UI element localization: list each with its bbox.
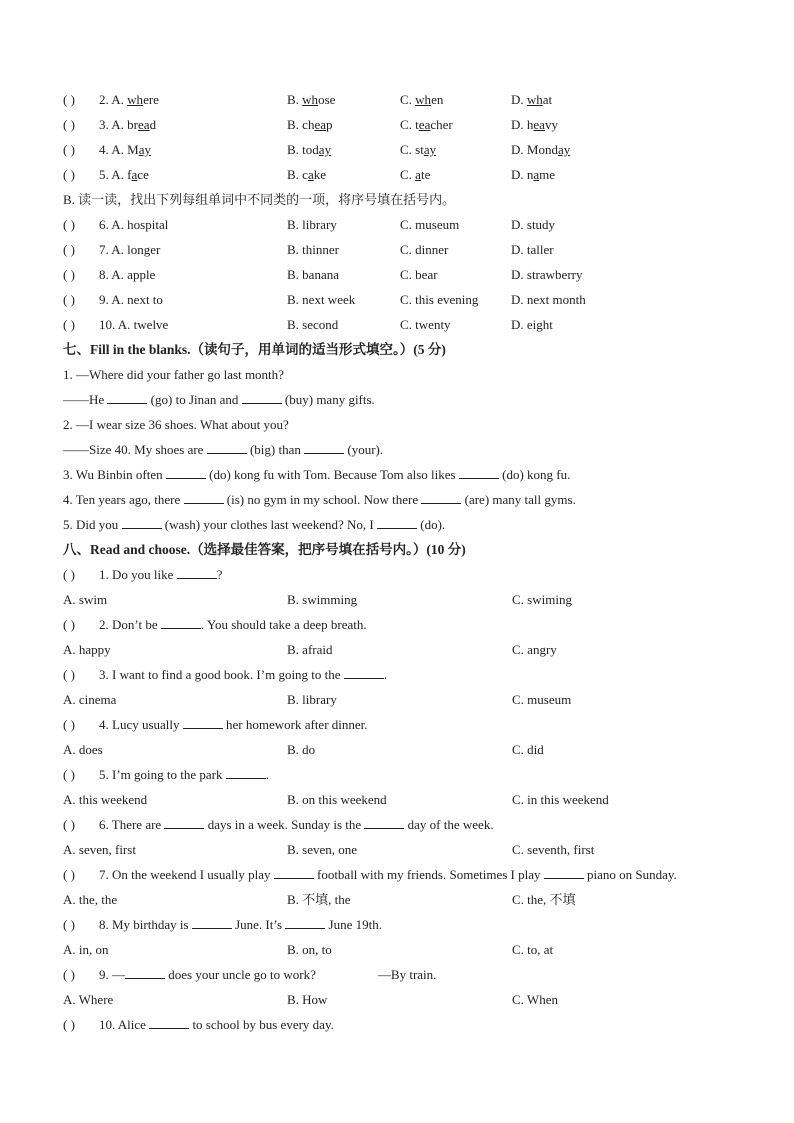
answer-blank[interactable] bbox=[285, 914, 325, 929]
option-text: C. angry bbox=[512, 642, 557, 657]
option-a bbox=[99, 214, 168, 236]
option-b bbox=[287, 639, 332, 661]
option-d bbox=[511, 139, 570, 161]
option-label: B. bbox=[287, 117, 303, 132]
word-part: ke bbox=[313, 167, 327, 182]
answer-blank[interactable] bbox=[364, 814, 404, 829]
word-part: M bbox=[127, 142, 139, 157]
answer-parentheses[interactable]: ( ) bbox=[63, 917, 75, 932]
option-text: B. 不填, the bbox=[287, 892, 351, 907]
question-text: days in a week. Sunday is the bbox=[204, 817, 365, 832]
option-text: D. taller bbox=[511, 242, 554, 257]
answer-parentheses[interactable]: ( ) bbox=[63, 617, 75, 632]
sentence-text: (is) no gym in my school. Now there bbox=[223, 492, 422, 507]
option-b bbox=[287, 139, 331, 161]
underlined-letters: ea bbox=[138, 117, 150, 132]
option-a bbox=[63, 889, 117, 911]
underlined-letters: a bbox=[307, 167, 314, 182]
question-text: . You should take a deep breath. bbox=[200, 617, 367, 632]
option-text: B. on this weekend bbox=[287, 792, 387, 807]
fill-line bbox=[63, 464, 570, 486]
option-a bbox=[63, 839, 136, 861]
answer-blank[interactable] bbox=[377, 514, 417, 529]
fill-line bbox=[63, 514, 445, 536]
answer-blank[interactable] bbox=[304, 439, 344, 454]
fill-line bbox=[63, 414, 289, 436]
word-part: Mond bbox=[526, 142, 558, 157]
question-text: 6. There are bbox=[99, 817, 165, 832]
option-text: A. cinema bbox=[63, 692, 117, 707]
option-b bbox=[287, 314, 338, 336]
fill-line bbox=[63, 364, 284, 386]
sentence-text: 1. —Where did your father go last month? bbox=[63, 367, 284, 382]
option-label: D. bbox=[511, 167, 527, 182]
option-c bbox=[512, 889, 576, 911]
option-d bbox=[511, 164, 555, 186]
question-row bbox=[63, 764, 269, 786]
question-text: 3. I want to find a good book. I’m going to the bbox=[99, 667, 344, 682]
word-part: te bbox=[420, 167, 431, 182]
answer-parentheses[interactable]: ( ) bbox=[63, 667, 75, 682]
word-part: t bbox=[415, 117, 419, 132]
answer-blank[interactable] bbox=[164, 814, 204, 829]
option-text: B. swimming bbox=[287, 592, 358, 607]
question-row bbox=[63, 89, 553, 111]
option-label: C. bbox=[400, 117, 416, 132]
option-label: 2. A. bbox=[99, 92, 128, 107]
option-b bbox=[287, 939, 332, 961]
word-part: at bbox=[542, 92, 553, 107]
option-b bbox=[287, 114, 333, 136]
underlined-letters: ay bbox=[557, 142, 571, 157]
underlined-letters: wh bbox=[127, 92, 144, 107]
answer-blank[interactable] bbox=[226, 764, 266, 779]
option-label: 3. A. bbox=[99, 117, 128, 132]
option-c bbox=[400, 289, 478, 311]
question-text: . bbox=[265, 767, 269, 782]
option-a bbox=[63, 989, 113, 1011]
option-text: B. do bbox=[287, 742, 316, 757]
option-c bbox=[400, 164, 430, 186]
question-text: her homework after dinner. bbox=[222, 717, 368, 732]
word-part: br bbox=[127, 117, 139, 132]
option-text: C. the, 不填 bbox=[512, 892, 576, 907]
option-text: 10. A. twelve bbox=[99, 317, 169, 332]
option-text: B. on, to bbox=[287, 942, 332, 957]
option-a bbox=[99, 164, 149, 186]
option-text: 6. A. hospital bbox=[99, 217, 169, 232]
option-a bbox=[63, 789, 147, 811]
section-heading bbox=[63, 539, 466, 561]
option-c bbox=[400, 314, 451, 336]
option-text: B. afraid bbox=[287, 642, 333, 657]
answer-blank[interactable] bbox=[344, 664, 384, 679]
option-text: B. banana bbox=[287, 267, 339, 282]
question-text: piano on Sunday. bbox=[583, 867, 677, 882]
option-text: 9. A. next to bbox=[99, 292, 163, 307]
answer-parentheses[interactable]: ( ) bbox=[63, 567, 75, 582]
fill-line bbox=[63, 489, 576, 511]
section-instruction bbox=[63, 189, 455, 211]
question-row bbox=[63, 289, 586, 311]
option-text: C. twenty bbox=[400, 317, 451, 332]
option-text: B. How bbox=[287, 992, 328, 1007]
option-d bbox=[511, 314, 553, 336]
underlined-letters: a bbox=[415, 167, 421, 182]
sentence-text: (go) to Jinan and bbox=[147, 392, 242, 407]
option-text: 7. A. longer bbox=[99, 242, 161, 257]
option-text: B. seven, one bbox=[287, 842, 358, 857]
option-text: C. museum bbox=[512, 692, 572, 707]
option-c bbox=[400, 264, 438, 286]
word-part: me bbox=[539, 167, 556, 182]
sentence-text: ——He bbox=[63, 392, 108, 407]
underlined-letters: a bbox=[131, 167, 138, 182]
option-c bbox=[400, 89, 443, 111]
option-text: D. eight bbox=[511, 317, 553, 332]
question-row bbox=[63, 164, 556, 186]
sentence-text: 4. Ten years ago, there bbox=[63, 492, 184, 507]
option-c bbox=[512, 739, 544, 761]
option-a bbox=[99, 264, 155, 286]
option-text: A. Where bbox=[63, 992, 114, 1007]
option-b bbox=[287, 214, 337, 236]
answer-blank[interactable] bbox=[207, 439, 247, 454]
option-a bbox=[99, 139, 151, 161]
option-a bbox=[63, 589, 107, 611]
option-c bbox=[400, 114, 453, 136]
option-text: C. in this weekend bbox=[512, 792, 609, 807]
option-b bbox=[287, 689, 337, 711]
question-text: football with my friends. Sometimes I play bbox=[313, 867, 544, 882]
option-text: D. strawberry bbox=[511, 267, 583, 282]
heading-text: 七、Fill in the blanks.（读句子，用单词的适当形式填空。）(5 分) bbox=[63, 342, 446, 357]
option-c bbox=[512, 839, 594, 861]
option-label: 5. A. bbox=[99, 167, 128, 182]
option-text: A. in, on bbox=[63, 942, 109, 957]
sentence-text: (wash) your clothes last weekend? No, I bbox=[161, 517, 378, 532]
option-c bbox=[512, 939, 553, 961]
answer-blank[interactable] bbox=[125, 964, 165, 979]
option-b bbox=[287, 289, 355, 311]
option-text: A. swim bbox=[63, 592, 108, 607]
heading-text: 八、Read and choose.（选择最佳答案，把序号填在括号内。）(10 分) bbox=[63, 542, 466, 557]
option-c bbox=[512, 989, 558, 1011]
option-text: D. study bbox=[511, 217, 556, 232]
question-text: 8. My birthday is bbox=[99, 917, 192, 932]
option-text: A. this weekend bbox=[63, 792, 148, 807]
answer-parentheses[interactable]: ( ) bbox=[63, 142, 75, 157]
underlined-letters: ea bbox=[314, 117, 326, 132]
question-text: 5. I’m going to the park bbox=[99, 767, 226, 782]
question-text: does your uncle go to work? bbox=[165, 967, 316, 982]
question-text: . bbox=[383, 667, 388, 682]
question-row bbox=[63, 314, 553, 336]
answer-blank[interactable] bbox=[459, 464, 499, 479]
option-a bbox=[63, 739, 103, 761]
answer-parentheses[interactable]: ( ) bbox=[63, 867, 75, 882]
sentence-text: 3. Wu Binbin often bbox=[63, 467, 166, 482]
option-text: B. thinner bbox=[287, 242, 339, 257]
question-row bbox=[63, 264, 583, 286]
option-b bbox=[287, 589, 357, 611]
question-row bbox=[63, 214, 556, 236]
answer-blank[interactable] bbox=[421, 489, 461, 504]
question-text: 1. Do you like bbox=[99, 567, 177, 582]
question-row bbox=[63, 1014, 334, 1036]
option-c bbox=[400, 214, 459, 236]
question-row bbox=[63, 714, 368, 736]
word-part: f bbox=[127, 167, 132, 182]
answer-blank[interactable] bbox=[192, 914, 232, 929]
word-part: st bbox=[415, 142, 424, 157]
word-part: p bbox=[326, 117, 333, 132]
answer-blank[interactable] bbox=[177, 564, 217, 579]
sentence-text: 5. Did you bbox=[63, 517, 122, 532]
answer-blank[interactable] bbox=[183, 714, 223, 729]
option-text: B. library bbox=[287, 217, 337, 232]
option-d bbox=[511, 289, 586, 311]
question-row bbox=[63, 864, 677, 886]
section-heading bbox=[63, 339, 446, 361]
word-part: ch bbox=[302, 117, 315, 132]
option-text: B. second bbox=[287, 317, 339, 332]
option-b bbox=[287, 239, 339, 261]
option-d bbox=[511, 214, 555, 236]
option-a bbox=[63, 689, 116, 711]
option-text: A. happy bbox=[63, 642, 111, 657]
sentence-text: (do) kong fu with Tom. Because Tom also likes bbox=[205, 467, 459, 482]
question-text: June 19th. bbox=[325, 917, 382, 932]
sentence-text: (big) than bbox=[246, 442, 305, 457]
option-c bbox=[512, 689, 571, 711]
option-b bbox=[287, 989, 327, 1011]
answer-parentheses[interactable]: ( ) bbox=[63, 242, 75, 257]
option-a bbox=[63, 939, 109, 961]
question-row bbox=[63, 964, 436, 986]
option-label: C. bbox=[400, 142, 416, 157]
underlined-letters: ay bbox=[423, 142, 437, 157]
word-part: c bbox=[302, 167, 308, 182]
option-text: C. seventh, first bbox=[512, 842, 595, 857]
option-label: B. bbox=[287, 167, 303, 182]
option-b bbox=[287, 164, 326, 186]
option-text: A. does bbox=[63, 742, 103, 757]
question-row bbox=[63, 614, 367, 636]
instruction-text: B. 读一读，找出下列每组单词中不同类的一项，将序号填在括号内。 bbox=[63, 192, 456, 207]
sentence-text: (your). bbox=[344, 442, 384, 457]
question-text: 4. Lucy usually bbox=[99, 717, 183, 732]
option-d bbox=[511, 264, 582, 286]
question-row bbox=[63, 114, 558, 136]
sentence-text: (are) many tall gyms. bbox=[461, 492, 576, 507]
word-part: d bbox=[149, 117, 157, 132]
question-row bbox=[63, 814, 494, 836]
word-part: en bbox=[431, 92, 444, 107]
option-c bbox=[400, 139, 436, 161]
option-b bbox=[287, 264, 339, 286]
underlined-letters: wh bbox=[415, 92, 432, 107]
question-text: 9. — bbox=[99, 967, 125, 982]
question-text: June. It’s bbox=[231, 917, 286, 932]
option-label: D. bbox=[511, 142, 527, 157]
answer-parentheses[interactable]: ( ) bbox=[63, 267, 75, 282]
underlined-letters: ea bbox=[533, 117, 545, 132]
option-b bbox=[287, 89, 335, 111]
answer-blank[interactable] bbox=[149, 1014, 189, 1029]
answer-parentheses[interactable]: ( ) bbox=[63, 217, 75, 232]
underlined-letters: wh bbox=[302, 92, 319, 107]
answer-blank[interactable] bbox=[107, 389, 147, 404]
option-a bbox=[99, 89, 159, 111]
option-d bbox=[511, 114, 558, 136]
option-label: B. bbox=[287, 92, 303, 107]
option-a bbox=[99, 239, 160, 261]
option-label: 4. A. bbox=[99, 142, 128, 157]
option-a bbox=[99, 289, 163, 311]
sentence-text: 2. —I wear size 36 shoes. What about you? bbox=[63, 417, 289, 432]
question-text: —By train. bbox=[377, 967, 437, 982]
word-part: tod bbox=[302, 142, 319, 157]
option-text: C. dinner bbox=[400, 242, 449, 257]
option-c bbox=[400, 239, 448, 261]
question-row bbox=[63, 239, 554, 261]
option-b bbox=[287, 739, 315, 761]
option-text: C. swiming bbox=[512, 592, 572, 607]
sentence-text: ——Size 40. My shoes are bbox=[63, 442, 207, 457]
option-text: B. library bbox=[287, 692, 337, 707]
word-part: ere bbox=[143, 92, 159, 107]
option-text: C. to, at bbox=[512, 942, 554, 957]
answer-parentheses[interactable]: ( ) bbox=[63, 117, 75, 132]
option-text: A. seven, first bbox=[63, 842, 136, 857]
option-b bbox=[287, 889, 351, 911]
sentence-text: (do) kong fu. bbox=[498, 467, 571, 482]
option-label: B. bbox=[287, 142, 303, 157]
option-label: D. bbox=[511, 117, 527, 132]
option-a bbox=[99, 314, 168, 336]
word-part: vy bbox=[544, 117, 558, 132]
option-text: C. this evening bbox=[400, 292, 479, 307]
answer-parentheses[interactable]: ( ) bbox=[63, 317, 75, 332]
underlined-letters: a bbox=[533, 167, 540, 182]
answer-blank[interactable] bbox=[122, 514, 162, 529]
answer-parentheses[interactable]: ( ) bbox=[63, 167, 75, 182]
option-text: 8. A. apple bbox=[99, 267, 156, 282]
fill-line bbox=[63, 389, 375, 411]
word-part: ose bbox=[318, 92, 336, 107]
question-text: ? bbox=[216, 567, 223, 582]
option-text: D. next month bbox=[511, 292, 586, 307]
answer-blank[interactable] bbox=[184, 489, 224, 504]
sentence-text: (do). bbox=[417, 517, 446, 532]
option-text: C. did bbox=[512, 742, 544, 757]
option-d bbox=[511, 239, 554, 261]
option-text: C. museum bbox=[400, 217, 460, 232]
option-text: A. the, the bbox=[63, 892, 118, 907]
word-part: h bbox=[526, 117, 534, 132]
underlined-letters: ay bbox=[138, 142, 152, 157]
answer-blank[interactable] bbox=[161, 614, 201, 629]
option-c bbox=[512, 589, 572, 611]
answer-blank[interactable] bbox=[544, 864, 584, 879]
option-label: C. bbox=[400, 92, 416, 107]
option-text: C. When bbox=[512, 992, 558, 1007]
question-row bbox=[63, 914, 382, 936]
question-row bbox=[63, 139, 571, 161]
question-text: 10. Alice bbox=[99, 1017, 150, 1032]
option-d bbox=[511, 89, 552, 111]
question-text: day of the week. bbox=[404, 817, 494, 832]
option-a bbox=[63, 639, 111, 661]
answer-blank[interactable] bbox=[274, 864, 314, 879]
option-text: C. bear bbox=[400, 267, 438, 282]
underlined-letters: ea bbox=[418, 117, 431, 132]
option-a bbox=[99, 114, 156, 136]
option-c bbox=[512, 639, 557, 661]
option-b bbox=[287, 789, 387, 811]
question-text: 7. On the weekend I usually play bbox=[99, 867, 274, 882]
answer-parentheses[interactable]: ( ) bbox=[63, 92, 75, 107]
word-part: cher bbox=[430, 117, 453, 132]
answer-parentheses[interactable]: ( ) bbox=[63, 292, 75, 307]
underlined-letters: ay bbox=[318, 142, 332, 157]
answer-parentheses[interactable]: ( ) bbox=[63, 967, 75, 982]
answer-blank[interactable] bbox=[166, 464, 206, 479]
question-row bbox=[63, 564, 222, 586]
answer-blank[interactable] bbox=[242, 389, 282, 404]
underlined-letters: wh bbox=[526, 92, 543, 107]
option-label: C. bbox=[400, 167, 416, 182]
option-text: B. next week bbox=[287, 292, 356, 307]
option-c bbox=[512, 789, 609, 811]
answer-parentheses[interactable]: ( ) bbox=[63, 767, 75, 782]
option-label: D. bbox=[511, 92, 527, 107]
word-part: n bbox=[526, 167, 534, 182]
question-text: to school by bus every day. bbox=[189, 1017, 334, 1032]
answer-parentheses[interactable]: ( ) bbox=[63, 1017, 75, 1032]
word-part: ce bbox=[137, 167, 149, 182]
question-text: 2. Don’t be bbox=[99, 617, 161, 632]
sentence-text: (buy) many gifts. bbox=[281, 392, 375, 407]
option-b bbox=[287, 839, 357, 861]
fill-line bbox=[63, 439, 383, 461]
answer-parentheses[interactable]: ( ) bbox=[63, 817, 75, 832]
question-row bbox=[63, 664, 387, 686]
answer-parentheses[interactable]: ( ) bbox=[63, 717, 75, 732]
